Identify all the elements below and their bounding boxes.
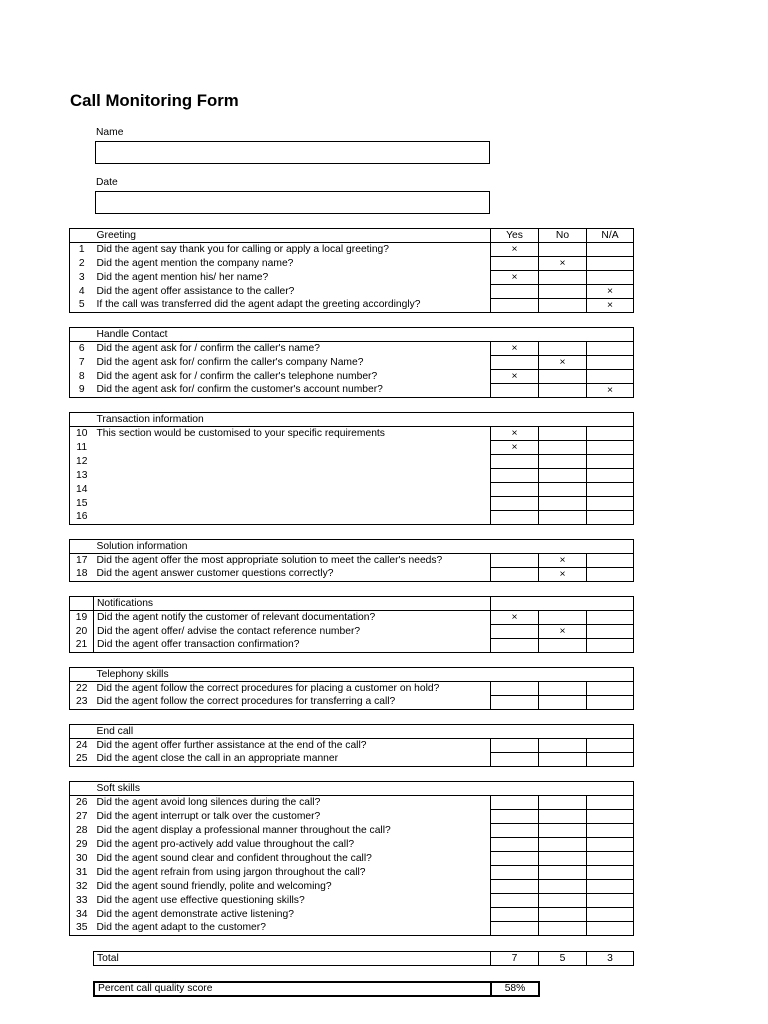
question-text: Did the agent notify the customer of relevant documentation? — [97, 611, 376, 623]
no-answer-cell[interactable]: × — [539, 554, 587, 568]
yes-answer-cell[interactable] — [491, 299, 539, 313]
yes-answer-cell[interactable] — [491, 922, 539, 936]
monitoring-form-table — [69, 228, 635, 997]
no-answer-cell[interactable] — [539, 483, 587, 497]
no-answer-cell[interactable] — [539, 753, 587, 767]
date-field[interactable] — [95, 191, 490, 214]
question-row — [70, 243, 634, 257]
no-answer-cell[interactable]: × — [539, 257, 587, 271]
question-row — [70, 497, 634, 511]
na-answer-cell[interactable] — [587, 455, 634, 469]
question-row — [70, 483, 634, 497]
question-number: 33 — [76, 894, 88, 906]
question-text: Did the agent adapt to the customer? — [96, 922, 266, 934]
question-number: 18 — [76, 568, 88, 580]
na-answer-cell[interactable] — [587, 824, 634, 838]
section-end-call — [69, 724, 634, 767]
section-header-row — [70, 725, 634, 739]
yes-answer-cell[interactable]: × — [491, 243, 539, 257]
yes-answer-cell[interactable] — [491, 483, 539, 497]
question-number: 35 — [76, 922, 88, 934]
no-answer-cell[interactable] — [539, 696, 587, 710]
na-answer-cell[interactable] — [587, 739, 634, 753]
question-row — [70, 625, 634, 639]
question-row — [70, 880, 634, 894]
no-answer-cell[interactable]: × — [539, 356, 587, 370]
question-row — [70, 611, 634, 625]
section-header-spacer — [70, 540, 94, 554]
no-answer-cell[interactable] — [539, 271, 587, 285]
no-answer-cell[interactable] — [539, 511, 587, 525]
na-answer-cell[interactable] — [587, 880, 634, 894]
no-answer-cell[interactable] — [539, 384, 587, 398]
no-answer-cell[interactable] — [539, 455, 587, 469]
question-number: 22 — [76, 682, 88, 694]
question-row — [70, 299, 634, 313]
question-text: Did the agent ask for/ confirm the customer's account number? — [96, 384, 383, 396]
question-text — [94, 483, 491, 497]
na-answer-cell[interactable] — [587, 625, 634, 639]
question-number: 12 — [76, 455, 88, 467]
name-label: Name — [96, 127, 124, 138]
question-text — [94, 455, 491, 469]
section-title: Transaction information — [94, 413, 491, 427]
question-text: Did the agent demonstrate active listening? — [96, 908, 294, 920]
na-answer-cell[interactable] — [587, 511, 634, 525]
question-text: Did the agent sound clear and confident throughout the call? — [96, 852, 372, 864]
no-answer-cell[interactable] — [539, 427, 587, 441]
question-row — [70, 739, 634, 753]
section-solution-information — [69, 539, 634, 582]
question-row — [70, 568, 634, 582]
question-number: 9 — [78, 384, 85, 396]
question-row — [70, 753, 634, 767]
yes-answer-cell[interactable] — [491, 908, 539, 922]
question-number: 27 — [76, 810, 88, 822]
no-answer-cell[interactable] — [539, 243, 587, 257]
question-number: 30 — [76, 852, 88, 864]
yes-answer-cell[interactable] — [491, 866, 539, 880]
yes-answer-cell[interactable] — [491, 455, 539, 469]
no-answer-cell[interactable] — [539, 469, 587, 483]
question-row — [70, 441, 634, 455]
question-row — [70, 511, 634, 525]
question-row — [70, 922, 634, 936]
section-header-row — [70, 597, 634, 611]
question-text: Did the agent mention his/ her name? — [96, 271, 269, 283]
no-answer-cell[interactable] — [539, 894, 587, 908]
yes-answer-cell[interactable] — [491, 511, 539, 525]
yes-answer-cell[interactable]: × — [491, 427, 539, 441]
section-header-spacer — [70, 782, 94, 796]
question-row — [70, 810, 634, 824]
question-number: 25 — [76, 753, 88, 765]
total-row — [94, 952, 634, 966]
question-number: 17 — [76, 554, 88, 566]
section-transaction-information — [69, 412, 634, 525]
na-answer-cell[interactable] — [587, 554, 634, 568]
question-row — [70, 838, 634, 852]
yes-answer-cell[interactable] — [491, 696, 539, 710]
question-row — [70, 285, 634, 299]
question-text: Did the agent ask for / confirm the caller's name? — [96, 342, 320, 354]
na-answer-cell[interactable]: × — [587, 384, 634, 398]
question-text: Did the agent ask for / confirm the caller's telephone number? — [96, 370, 378, 382]
score-table — [93, 981, 540, 997]
question-text: Did the agent use effective questioning skills? — [96, 894, 305, 906]
yes-answer-cell[interactable]: × — [491, 611, 539, 625]
question-text: If the call was transferred did the agent adapt the greeting accordingly? — [96, 299, 421, 311]
question-text: Did the agent interrupt or talk over the customer? — [96, 810, 321, 822]
question-number: 11 — [76, 441, 88, 453]
question-number: 20 — [70, 625, 94, 639]
section-notifications — [69, 596, 634, 653]
yes-answer-cell[interactable] — [491, 639, 539, 653]
question-text: Did the agent offer further assistance at the end of the call? — [96, 739, 367, 751]
no-answer-cell[interactable] — [539, 796, 587, 810]
yes-answer-cell[interactable] — [491, 753, 539, 767]
question-row — [70, 682, 634, 696]
no-answer-cell[interactable] — [539, 611, 587, 625]
na-answer-cell[interactable] — [587, 639, 634, 653]
yes-answer-cell[interactable]: × — [491, 342, 539, 356]
question-number: 28 — [76, 824, 88, 836]
question-text: Did the agent ask for/ confirm the caller's company Name? — [96, 356, 364, 368]
date-label: Date — [96, 177, 118, 188]
yes-answer-cell[interactable] — [491, 880, 539, 894]
no-answer-cell[interactable] — [539, 441, 587, 455]
question-text: Did the agent close the call in an appropriate manner — [96, 753, 339, 765]
na-answer-cell[interactable] — [587, 810, 634, 824]
column-header-no: No — [539, 229, 587, 243]
no-answer-cell[interactable] — [539, 908, 587, 922]
question-text: Did the agent sound friendly, polite and welcoming? — [96, 880, 332, 892]
question-row — [70, 866, 634, 880]
na-answer-cell[interactable] — [587, 866, 634, 880]
section-title: Telephony skills — [94, 668, 491, 682]
yes-answer-cell[interactable] — [491, 625, 539, 639]
section-header-answer-area — [491, 540, 634, 554]
question-row — [70, 852, 634, 866]
na-answer-cell[interactable] — [587, 611, 634, 625]
no-answer-cell[interactable] — [539, 497, 587, 511]
na-answer-cell[interactable] — [587, 796, 634, 810]
question-number: 26 — [76, 796, 88, 808]
section-header-spacer — [70, 229, 94, 243]
total-na-count: 3 — [587, 952, 634, 966]
na-answer-cell[interactable] — [587, 427, 634, 441]
total-table — [93, 951, 634, 966]
question-text: Did the agent offer the most appropriate solution to meet the caller's needs? — [96, 554, 443, 566]
question-number: 6 — [78, 342, 85, 354]
question-text — [94, 511, 491, 525]
question-row — [70, 384, 634, 398]
question-row — [70, 469, 634, 483]
section-header-spacer — [70, 328, 94, 342]
section-title: End call — [94, 725, 491, 739]
question-row — [70, 639, 634, 653]
section-header-answer-area — [491, 597, 634, 611]
section-title: Soft skills — [94, 782, 491, 796]
question-text: Did the agent mention the company name? — [96, 257, 294, 269]
section-header-answer-area — [491, 782, 634, 796]
na-answer-cell[interactable] — [587, 852, 634, 866]
section-header-row — [70, 668, 634, 682]
na-answer-cell[interactable] — [587, 370, 634, 384]
question-number: 29 — [76, 838, 88, 850]
question-text: Did the agent answer customer questions correctly? — [96, 568, 334, 580]
question-number: 5 — [78, 299, 85, 311]
question-row — [70, 342, 634, 356]
question-number: 31 — [76, 866, 88, 878]
question-text: Did the agent offer assistance to the caller? — [96, 285, 295, 297]
section-header-row — [70, 413, 634, 427]
section-header-row — [70, 540, 634, 554]
question-text: Did the agent avoid long silences during the call? — [96, 796, 321, 808]
yes-answer-cell[interactable] — [491, 469, 539, 483]
yes-answer-cell[interactable] — [491, 497, 539, 511]
yes-answer-cell[interactable] — [491, 796, 539, 810]
column-header-yes: Yes — [491, 229, 539, 243]
question-text: Did the agent display a professional manner throughout the call? — [96, 824, 391, 836]
question-row — [70, 696, 634, 710]
na-answer-cell[interactable] — [587, 441, 634, 455]
no-answer-cell[interactable] — [539, 810, 587, 824]
na-answer-cell[interactable] — [587, 568, 634, 582]
question-number: 24 — [76, 739, 88, 751]
question-text: Did the agent pro-actively add value throughout the call? — [96, 838, 355, 850]
question-text: Did the agent offer/ advise the contact reference number? — [97, 625, 361, 637]
na-answer-cell[interactable] — [587, 483, 634, 497]
na-answer-cell[interactable] — [587, 342, 634, 356]
na-answer-cell[interactable] — [587, 469, 634, 483]
section-title: Solution information — [94, 540, 491, 554]
score-row — [94, 982, 539, 996]
section-header-answer-area — [491, 668, 634, 682]
total-label: Total — [94, 952, 491, 966]
name-field[interactable] — [95, 141, 490, 164]
yes-answer-cell[interactable]: × — [491, 271, 539, 285]
question-number: 8 — [78, 370, 85, 382]
na-answer-cell[interactable] — [587, 838, 634, 852]
no-answer-cell[interactable] — [539, 639, 587, 653]
column-header-na: N/A — [587, 229, 634, 243]
na-answer-cell[interactable] — [587, 682, 634, 696]
na-answer-cell[interactable] — [587, 908, 634, 922]
section-header-spacer — [70, 413, 94, 427]
section-title: Handle Contact — [94, 328, 491, 342]
section-header-spacer — [70, 725, 94, 739]
question-row — [70, 824, 634, 838]
question-text — [94, 441, 491, 455]
question-number: 7 — [78, 356, 85, 368]
question-number: 13 — [76, 469, 88, 481]
question-number: 15 — [76, 497, 88, 509]
no-answer-cell[interactable] — [539, 299, 587, 313]
yes-answer-cell[interactable] — [491, 257, 539, 271]
question-row — [70, 271, 634, 285]
question-row — [70, 455, 634, 469]
section-title: Notifications — [94, 597, 491, 611]
question-row — [70, 257, 634, 271]
question-number: 19 — [70, 611, 94, 625]
yes-answer-cell[interactable] — [491, 852, 539, 866]
na-answer-cell[interactable] — [587, 497, 634, 511]
question-text: Did the agent follow the correct procedures for placing a customer on hold? — [96, 682, 440, 694]
na-answer-cell[interactable] — [587, 243, 634, 257]
yes-answer-cell[interactable] — [491, 810, 539, 824]
question-text: Did the agent offer transaction confirmation? — [97, 639, 300, 651]
question-number: 14 — [76, 483, 88, 495]
question-number: 16 — [76, 511, 88, 523]
question-row — [70, 554, 634, 568]
section-greeting — [69, 228, 634, 313]
section-header-answer-area — [491, 328, 634, 342]
section-header-answer-area — [491, 725, 634, 739]
score-label: Percent call quality score — [94, 982, 491, 996]
no-answer-cell[interactable] — [539, 739, 587, 753]
no-answer-cell[interactable] — [539, 922, 587, 936]
yes-answer-cell[interactable] — [491, 682, 539, 696]
question-row — [70, 894, 634, 908]
question-row — [70, 796, 634, 810]
section-header-spacer — [70, 597, 94, 611]
question-number: 32 — [76, 880, 88, 892]
no-answer-cell[interactable]: × — [539, 625, 587, 639]
na-answer-cell[interactable] — [587, 257, 634, 271]
total-yes-count: 7 — [491, 952, 539, 966]
question-text — [94, 497, 491, 511]
section-header-spacer — [70, 668, 94, 682]
yes-answer-cell[interactable] — [491, 384, 539, 398]
section-soft-skills — [69, 781, 634, 936]
question-number: 3 — [78, 271, 85, 283]
yes-answer-cell[interactable] — [491, 568, 539, 582]
no-answer-cell[interactable] — [539, 838, 587, 852]
question-row — [70, 427, 634, 441]
section-title: Greeting — [94, 229, 491, 243]
question-row — [70, 908, 634, 922]
na-answer-cell[interactable] — [587, 753, 634, 767]
question-number: 1 — [78, 243, 85, 255]
no-answer-cell[interactable] — [539, 285, 587, 299]
question-number: 34 — [76, 908, 88, 920]
question-number: 21 — [70, 639, 94, 653]
page-title: Call Monitoring Form — [70, 91, 239, 110]
question-number: 4 — [78, 285, 85, 297]
section-telephony-skills — [69, 667, 634, 710]
question-text: Did the agent refrain from using jargon throughout the call? — [96, 866, 366, 878]
yes-answer-cell[interactable] — [491, 285, 539, 299]
no-answer-cell[interactable] — [539, 880, 587, 894]
no-answer-cell[interactable] — [539, 370, 587, 384]
na-answer-cell[interactable] — [587, 922, 634, 936]
question-row — [70, 356, 634, 370]
yes-answer-cell[interactable] — [491, 894, 539, 908]
no-answer-cell[interactable] — [539, 824, 587, 838]
yes-answer-cell[interactable] — [491, 838, 539, 852]
section-header-row — [70, 782, 634, 796]
question-number: 10 — [76, 427, 88, 439]
question-text — [94, 469, 491, 483]
na-answer-cell[interactable] — [587, 356, 634, 370]
score-value: 58% — [491, 982, 539, 996]
yes-answer-cell[interactable]: × — [491, 441, 539, 455]
question-row — [70, 370, 634, 384]
section-header-row — [70, 229, 634, 243]
question-text: This section would be customised to your specific requirements — [96, 427, 385, 439]
na-answer-cell[interactable]: × — [587, 285, 634, 299]
no-answer-cell[interactable] — [539, 852, 587, 866]
section-header-answer-area — [491, 413, 634, 427]
question-number: 2 — [78, 257, 85, 269]
no-answer-cell[interactable]: × — [539, 568, 587, 582]
na-answer-cell[interactable]: × — [587, 299, 634, 313]
no-answer-cell[interactable] — [539, 342, 587, 356]
no-answer-cell[interactable] — [539, 682, 587, 696]
yes-answer-cell[interactable] — [491, 554, 539, 568]
section-header-row — [70, 328, 634, 342]
total-no-count: 5 — [539, 952, 587, 966]
section-handle-contact — [69, 327, 634, 398]
na-answer-cell[interactable] — [587, 696, 634, 710]
na-answer-cell[interactable] — [587, 271, 634, 285]
question-text: Did the agent say thank you for calling or apply a local greeting? — [96, 243, 389, 255]
no-answer-cell[interactable] — [539, 866, 587, 880]
question-number: 23 — [76, 696, 88, 708]
yes-answer-cell[interactable] — [491, 739, 539, 753]
na-answer-cell[interactable] — [587, 894, 634, 908]
yes-answer-cell[interactable]: × — [491, 370, 539, 384]
question-text: Did the agent follow the correct procedures for transferring a call? — [96, 696, 396, 708]
yes-answer-cell[interactable] — [491, 824, 539, 838]
sections — [69, 228, 635, 936]
yes-answer-cell[interactable] — [491, 356, 539, 370]
